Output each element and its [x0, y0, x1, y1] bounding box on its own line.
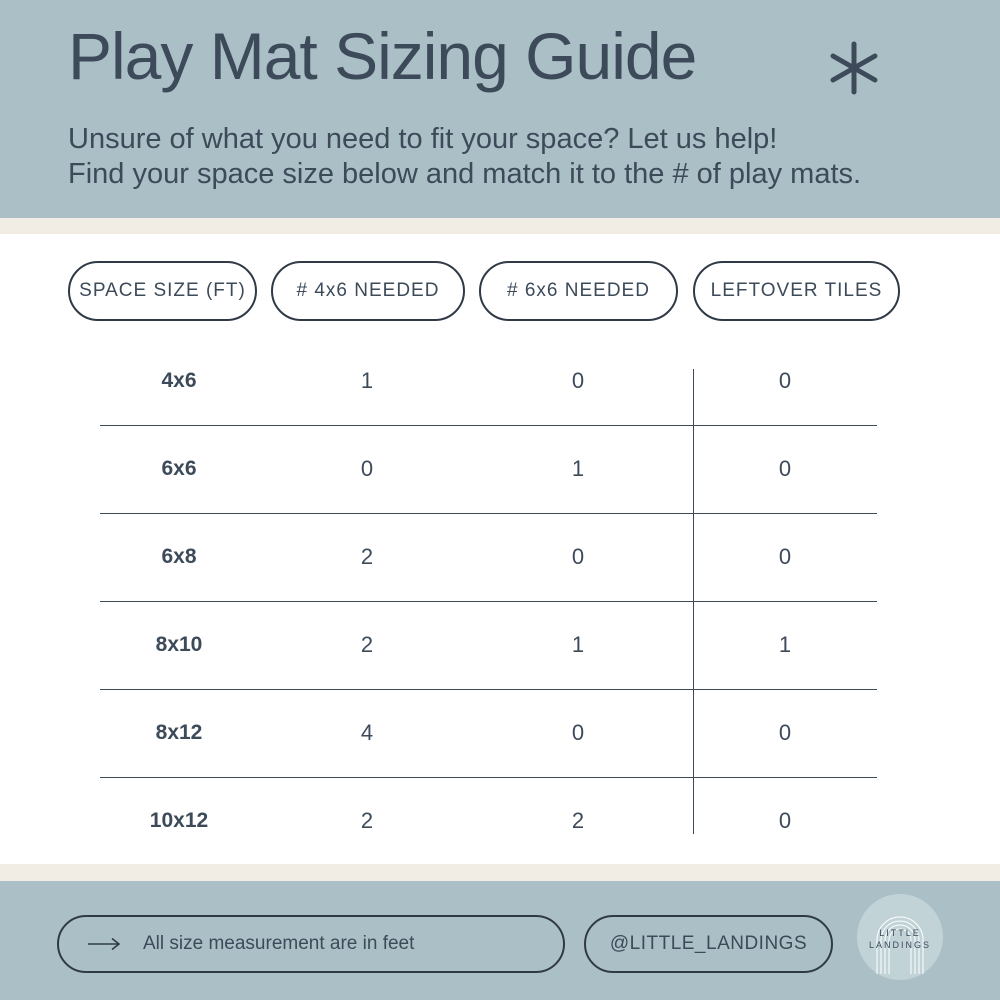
space-size-cell: 8x10 [155, 633, 203, 656]
sizing-table [0, 234, 1000, 864]
brand-logo [857, 894, 943, 980]
column-header-leftover-tiles: LEFTOVER TILES [693, 261, 900, 321]
column-divider [693, 369, 694, 834]
count-cell: 0 [778, 544, 792, 569]
space-size-cell: 10x12 [149, 809, 209, 832]
count-cell: 0 [571, 720, 585, 745]
column-header-6x6-needed: # 6x6 NEEDED [479, 261, 678, 321]
table-row [100, 337, 877, 425]
count-cell: 1 [778, 632, 792, 657]
space-size-cell: 4x6 [161, 369, 197, 392]
count-cell: 2 [360, 808, 374, 833]
count-cell: 1 [571, 632, 585, 657]
count-cell: 0 [778, 720, 792, 745]
count-cell: 4 [360, 720, 374, 745]
footer [0, 881, 1000, 1000]
count-cell: 2 [360, 632, 374, 657]
count-cell: 0 [778, 368, 792, 393]
divider-strip-top [0, 218, 1000, 234]
table-row [100, 425, 877, 513]
subtitle-line-1: Unsure of what you need to fit your space? Let us help! [68, 123, 778, 155]
table-row [100, 513, 877, 601]
page-title: Play Mat Sizing Guide [68, 19, 697, 93]
logo-text-line-2: LANDINGS [868, 940, 931, 950]
column-header-space-size: SPACE SIZE (FT) [68, 261, 257, 321]
count-cell: 0 [571, 368, 585, 393]
count-cell: 0 [571, 544, 585, 569]
column-header-4x6-needed: # 4x6 NEEDED [271, 261, 465, 321]
space-size-cell: 6x6 [161, 457, 197, 480]
logo-text-line-1: LITTLE [879, 928, 921, 938]
count-cell: 0 [360, 456, 374, 481]
space-size-cell: 8x12 [155, 721, 203, 744]
count-cell: 2 [571, 808, 585, 833]
count-cell: 2 [360, 544, 374, 569]
subtitle [68, 122, 861, 192]
space-size-cell: 6x8 [161, 545, 197, 568]
count-cell: 1 [360, 368, 374, 393]
table-row [100, 601, 877, 689]
measurement-note-text: All size measurement are in feet [143, 933, 415, 954]
table-row [100, 689, 877, 777]
measurement-note [57, 915, 565, 973]
social-handle[interactable]: @LITTLE_LANDINGS [584, 915, 833, 973]
count-cell: 1 [571, 456, 585, 481]
count-cell: 0 [778, 456, 792, 481]
table-row [100, 777, 877, 865]
subtitle-line-2: Find your space size below and match it to the # of play mats. [68, 158, 862, 190]
header [0, 0, 1000, 218]
asterisk-icon [826, 40, 882, 96]
divider-strip-bottom [0, 864, 1000, 881]
count-cell: 0 [778, 808, 792, 833]
arrow-right-icon [87, 937, 121, 951]
